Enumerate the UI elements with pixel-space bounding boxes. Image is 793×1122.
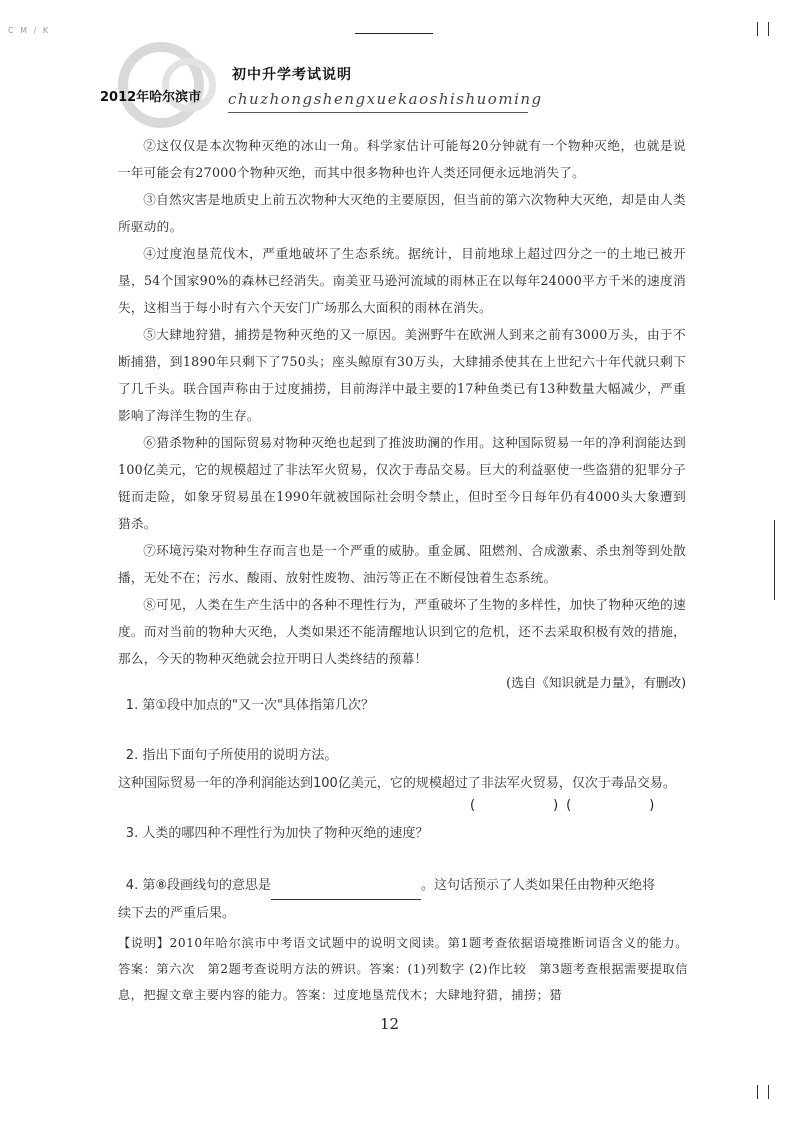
section-pinyin: chuzhongshengxuekaoshishuoming xyxy=(228,90,543,108)
question-4-part1: 4. 第⑧段画线句的意思是 xyxy=(125,878,271,893)
paragraph-2: ②这仅仅是本次物种灭绝的冰山一角。科学家估计可能每20分钟就有一个物种灭绝，也就是说一年可能会有27000个物种灭绝，而其中很多物种也许人类还同便永远地消失了。 xyxy=(118,138,686,180)
question-3: 3. 人类的哪四种不理性行为加快了物种灭绝的速度？ xyxy=(125,826,429,841)
question-4-continued: 续下去的严重后果。 xyxy=(118,906,236,921)
color-registration-mark: C M / K xyxy=(8,26,51,35)
pinyin-underline xyxy=(228,112,528,113)
binding-mark xyxy=(774,520,775,600)
answer-blank[interactable] xyxy=(271,883,421,900)
question-4-part2: 。这句话预示了人类如果任由物种灭绝将 xyxy=(421,878,656,893)
article-source: (选自《知识就是力量》，有删改) xyxy=(506,675,686,690)
paren-open: ( xyxy=(470,798,476,813)
paragraph-3: ③自然灾害是地质史上前五次物种大灭绝的主要原因，但当前的第六次物种大灭绝，却是由人类所驱动的。 xyxy=(118,192,686,234)
paren-open: ( xyxy=(566,798,572,813)
paragraph-7: ⑦环境污染对物种生存而言也是一个严重的威胁。重金属、阻燃剂、合成激素、杀虫剂等到处散播，无处不在；污水、酸雨、放射性废物、油污等正在不断侵蚀着生态系统。 xyxy=(118,543,686,585)
crop-mark xyxy=(757,22,758,36)
crop-mark xyxy=(757,1085,758,1099)
question-1: 1. 第①段中加点的"又一次"具体指第几次？ xyxy=(125,698,374,713)
paragraph-4: ④过度泡垦荒伐木，严重地破坏了生态系统。据统计，目前地球上超过四分之一的土地已被开垦，54个国家90%的森林已经消失。南美亚马逊河流域的雨林正在以每年24000平方千米的速度消失，这相当于每小时有六个天安门广场那么大面积的雨林在消失。 xyxy=(118,246,686,315)
paragraph-5: ⑤大肆地狩猎，捕捞是物种灭绝的又一原因。美洲野牛在欧洲人到来之前有3000万头，由于不断捕猎，到1890年只剩下了750头；座头鲸原有30万头，大肆捕杀使其在上世纪六十年代就只剩下了几千头。联合国声称由于过度捕捞，目前海洋中最主要的17种鱼类已有13种数量大幅减少，严重影响了海洋生物的生存。 xyxy=(118,327,686,423)
section-title: 初中升学考试说明 xyxy=(232,67,352,83)
question-4 xyxy=(118,872,686,900)
page-number: 12 xyxy=(380,1015,400,1033)
question-2-intro: 2. 指出下面句子所使用的说明方法。 xyxy=(125,748,338,763)
answer-parentheses xyxy=(470,798,658,813)
paren-close: ) xyxy=(553,798,559,813)
paragraph-8: ⑧可见，人类在生产生活中的各种不理性行为，严重破坏了生物的多样性，加快了物种灭绝的速度。而对当前的物种大灭绝，人类如果还不能清醒地认识到它的危机，还不去采取积极有效的措施，那么，今天的物种灭绝就会拉开明日人类终结的预幕！ xyxy=(118,597,686,666)
top-rule xyxy=(355,33,433,34)
year-title: 2012年哈尔滨市 xyxy=(100,90,202,105)
paragraph-6: ⑥猎杀物种的国际贸易对物种灭绝也起到了推波助澜的作用。这种国际贸易一年的净利润能达到100亿美元，它的规模超过了非法军火贸易，仅次于毒品交易。巨大的利益驱使一些盗猎的犯罪分子铤而走险，如象牙贸易虽在1990年就被国际社会明令禁止，但时至今日每年仍有4000头大象遭到猎杀。 xyxy=(118,435,686,531)
paren-close: ) xyxy=(649,798,655,813)
crop-mark xyxy=(768,1085,769,1099)
explanation-note: 【说明】2010年哈尔滨市中考语文试题中的说明文阅读。第1题考查依据语境推断词语含义的能力。答案：第六次 第2题考查说明方法的辨识。答案：(1)列数字 (2)作比较 第3题考查根据需要提取信息，把握文章主要内容的能力。答案：过度地垦荒伐木；大肆地狩猎，捕捞；猎 xyxy=(118,936,688,1002)
question-2-sentence: 这种国际贸易一年的净利润能达到100亿美元，它的规模超过了非法军火贸易，仅次于毒品交易。 xyxy=(118,776,676,791)
crop-mark xyxy=(768,22,769,36)
